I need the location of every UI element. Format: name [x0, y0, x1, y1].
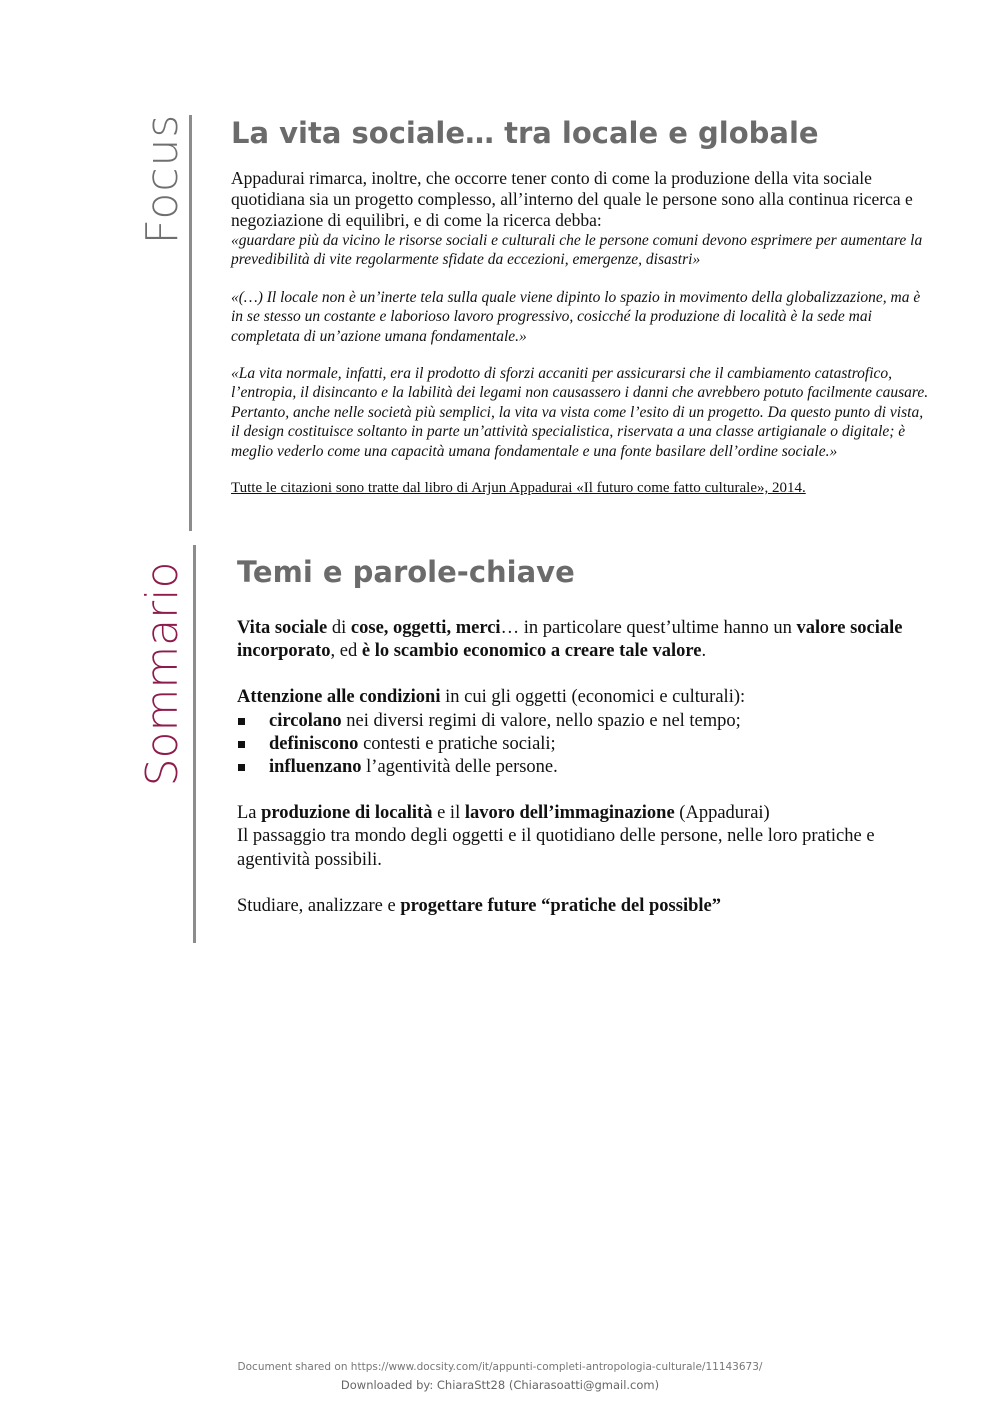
footer-shared-link[interactable]: Document shared on https://www.docsity.com/it/appunti-completi-antropologia-culturale/11143673/: [237, 1361, 763, 1373]
keyword: produzione di località: [261, 803, 433, 824]
sommario-paragraph-3-line-2: Il passaggio tra mondo degli oggetti e il quotidiano delle persone, nelle loro pratiche e agentività possibili.: [237, 826, 875, 870]
keyword: definiscono: [269, 733, 359, 754]
text-run: Studiare, analizzare e: [237, 895, 401, 916]
sommario-body: [237, 617, 937, 918]
text-run: .: [701, 641, 707, 662]
list-item: [237, 710, 937, 733]
sommario-bullet-list: [237, 710, 937, 780]
bullet-square-icon: [238, 764, 245, 771]
text-run: nei diversi regimi di valore, nello spazio e nel tempo;: [341, 710, 741, 731]
bullet-square-icon: [238, 741, 245, 748]
keyword: lavoro dell’immaginazione: [464, 803, 675, 824]
bullet-square-icon: [238, 718, 245, 725]
focus-source-note: Tutte le citazioni sono tratte dal libro di Arjun Appadurai «Il futuro come fatto culturale», 2014.: [231, 480, 806, 497]
keyword: progettare future “pratiche del possible”: [400, 895, 721, 916]
focus-side-label: Focus: [137, 113, 188, 245]
footer-downloaded-by: Downloaded by: ChiaraStt28 (Chiarasoatti@gmail.com): [340, 1378, 660, 1392]
text-run: (Appadurai): [674, 803, 770, 824]
sommario-paragraph-4: [237, 895, 937, 918]
focus-quote-3: «La vita normale, infatti, era il prodotto di sforzi accaniti per assicurarsi che il cambiamento catastrofico, l’entropia, il disincanto e la labilità dei legami non causassero i danni che avrebbero potuto facilmente causare. Pertanto, anche nelle società più semplici, la vita va vista come l’esito di un progetto. Da questo punto di vista, il design costituisce soltanto in parte un’attività specialistica, riservata a una classe artigianale o digitale; è meglio vederlo come una capacità umana fondamentale e una fonte basilare dell’ordine sociale.»: [231, 365, 929, 460]
sommario-side-label: Sommario: [137, 561, 188, 787]
focus-body: [231, 168, 931, 498]
focus-intro: Appadurai rimarca, inoltre, che occorre tener conto di come la produzione della vita sociale quotidiana sia un progetto complesso, all’interno del quale le persone sono alla continua ricerca e negoziazione di equilibri, e di come la ricerca debba:: [231, 168, 913, 230]
text-run: La: [237, 803, 262, 824]
sommario-paragraph-3: [237, 802, 937, 825]
text-run: l’agentività delle persone.: [361, 757, 558, 778]
keyword: influenzano: [269, 757, 362, 778]
text-run: in cui gli oggetti (economici e culturali):: [440, 687, 746, 708]
keyword: circolano: [269, 710, 342, 731]
sommario-divider-bar: [193, 545, 196, 943]
focus-divider-bar: [189, 115, 192, 531]
text-run: , ed: [330, 641, 362, 662]
sommario-paragraph-1: [237, 617, 937, 663]
keyword: valore sociale incorporato: [237, 618, 903, 662]
keyword: è lo scambio economico a creare tale valore: [361, 641, 702, 662]
focus-quote-2: «(…) Il locale non è un’inerte tela sulla quale viene dipinto lo spazio in movimento della globalizzazione, ma è in se stesso un costante e laborioso lavoro progressivo, cosicché la produzione di località è la sede mai completata di un’azione umana fondamentale.»: [231, 288, 921, 345]
sommario-title: Temi e parole-chiave: [237, 555, 575, 589]
text-run: e il: [432, 803, 465, 824]
list-item: [237, 756, 937, 779]
text-run: contesti e pratiche sociali;: [358, 733, 556, 754]
keyword: Attenzione alle condizioni: [237, 687, 441, 708]
list-item: [237, 733, 937, 756]
keyword: cose, oggetti, merci: [350, 618, 501, 638]
text-run: di: [327, 618, 351, 638]
keyword: Vita sociale: [237, 618, 328, 638]
focus-title: La vita sociale… tra locale e globale: [231, 116, 819, 150]
sommario-paragraph-2: [237, 686, 937, 709]
text-run: … in particolare quest’ultime hanno un: [500, 618, 797, 638]
focus-quote-1: «guardare più da vicino le risorse sociali e culturali che le persone comuni devono esprimere per aumentare la prevedibilità di vite regolarmente sfidate da eccezioni, emergenze, disastri»: [231, 232, 923, 269]
